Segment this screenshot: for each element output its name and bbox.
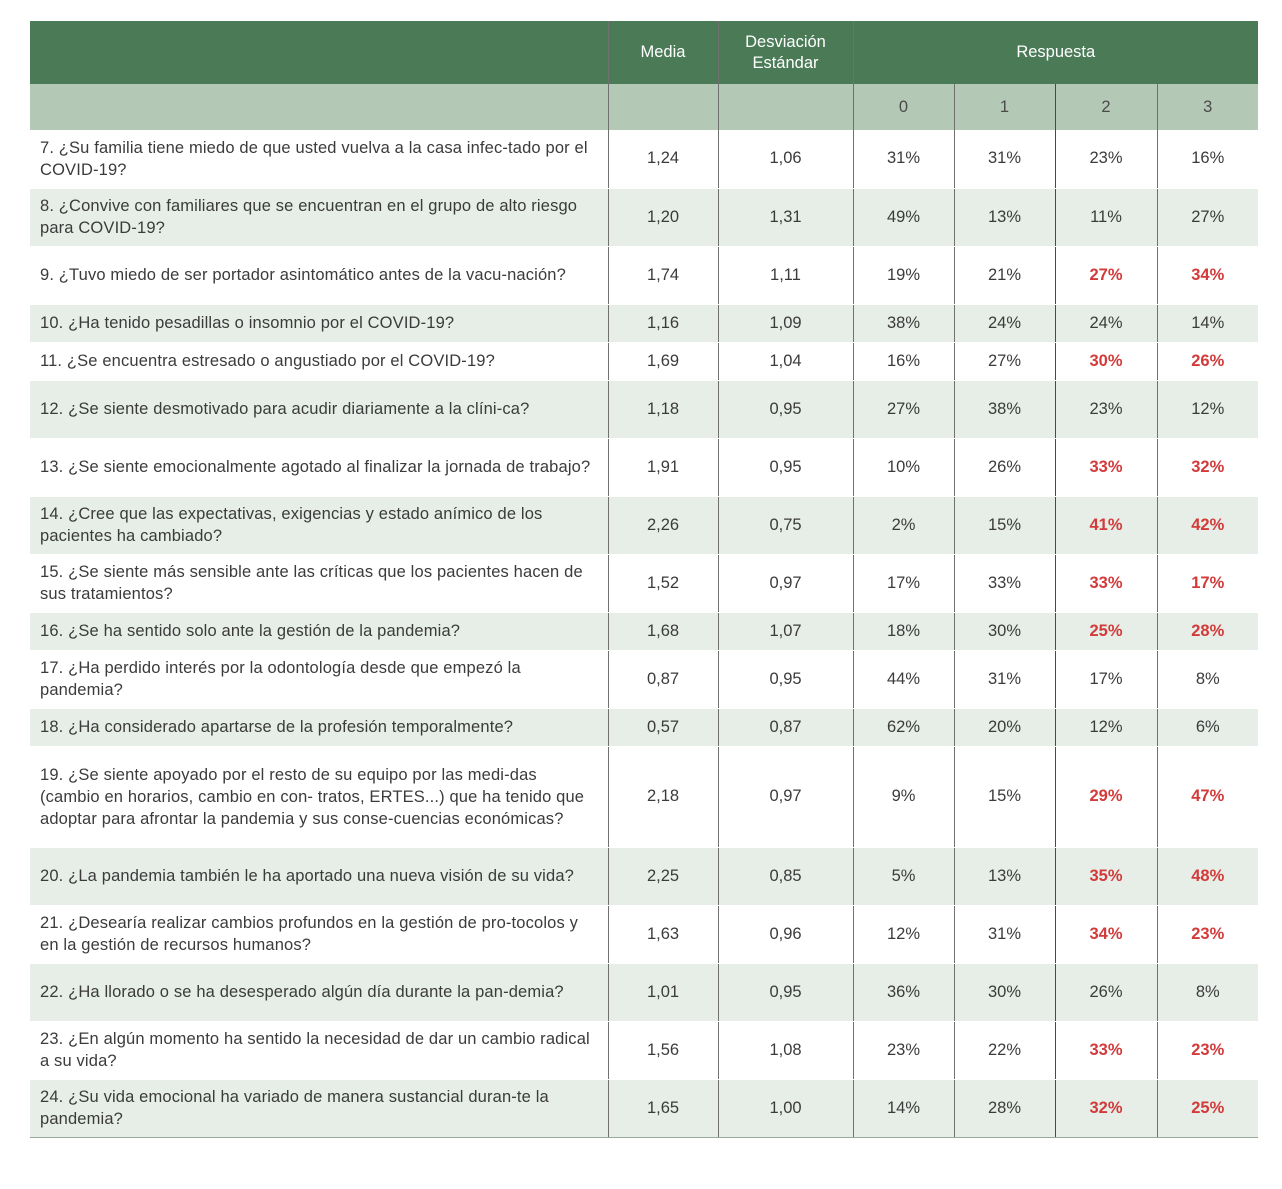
subheader-response-3: 3 <box>1157 84 1258 130</box>
media-cell: 1,52 <box>608 554 718 612</box>
question-cell: 19. ¿Se siente apoyado por el resto de su equipo por las medi-das (cambio en horarios, cambio en con- tratos, ERTES...) que ha tenido que adoptar para afrontar la pandemia y sus conse-cuencias económicas? <box>30 746 608 847</box>
resp-0-cell: 10% <box>853 438 954 496</box>
resp-2-cell: 34% <box>1055 905 1157 963</box>
media-cell: 0,57 <box>608 708 718 746</box>
desv-cell: 1,09 <box>718 304 853 342</box>
resp-3-cell: 8% <box>1157 650 1258 708</box>
media-cell: 0,87 <box>608 650 718 708</box>
table-row <box>30 304 1258 342</box>
media-cell: 1,56 <box>608 1021 718 1079</box>
table-row <box>30 342 1258 380</box>
resp-2-cell: 35% <box>1055 847 1157 905</box>
question-cell: 14. ¿Cree que las expectativas, exigencias y estado anímico de los pacientes ha cambiado? <box>30 496 608 554</box>
resp-3-cell: 6% <box>1157 708 1258 746</box>
subheader-empty-media <box>608 84 718 130</box>
resp-2-cell: 23% <box>1055 380 1157 438</box>
resp-2-cell: 33% <box>1055 554 1157 612</box>
header-question <box>30 21 608 84</box>
resp-2-cell: 25% <box>1055 612 1157 650</box>
question-cell: 12. ¿Se siente desmotivado para acudir diariamente a la clíni-ca? <box>30 380 608 438</box>
resp-1-cell: 22% <box>954 1021 1055 1079</box>
resp-1-cell: 31% <box>954 905 1055 963</box>
question-cell: 16. ¿Se ha sentido solo ante la gestión de la pandemia? <box>30 612 608 650</box>
resp-2-cell: 30% <box>1055 342 1157 380</box>
desv-cell: 1,11 <box>718 246 853 304</box>
resp-0-cell: 2% <box>853 496 954 554</box>
results-table-container <box>30 21 1258 1138</box>
subheader-row <box>30 84 1258 130</box>
resp-3-cell: 23% <box>1157 905 1258 963</box>
media-cell: 1,65 <box>608 1079 718 1137</box>
desv-cell: 0,75 <box>718 496 853 554</box>
desv-cell: 0,96 <box>718 905 853 963</box>
resp-0-cell: 44% <box>853 650 954 708</box>
resp-0-cell: 9% <box>853 746 954 847</box>
desv-cell: 0,87 <box>718 708 853 746</box>
media-cell: 2,18 <box>608 746 718 847</box>
resp-0-cell: 12% <box>853 905 954 963</box>
header-desviacion <box>718 21 853 84</box>
header-row <box>30 21 1258 84</box>
table-row <box>30 1079 1258 1137</box>
media-cell: 1,68 <box>608 612 718 650</box>
subheader-response-2: 2 <box>1055 84 1157 130</box>
question-cell: 10. ¿Ha tenido pesadillas o insomnio por el COVID-19? <box>30 304 608 342</box>
question-cell: 23. ¿En algún momento ha sentido la necesidad de dar un cambio radical a su vida? <box>30 1021 608 1079</box>
desv-cell: 1,06 <box>718 130 853 188</box>
resp-1-cell: 15% <box>954 496 1055 554</box>
resp-1-cell: 21% <box>954 246 1055 304</box>
resp-0-cell: 62% <box>853 708 954 746</box>
resp-1-cell: 24% <box>954 304 1055 342</box>
desv-cell: 0,85 <box>718 847 853 905</box>
table-row <box>30 380 1258 438</box>
resp-3-cell: 32% <box>1157 438 1258 496</box>
resp-1-cell: 30% <box>954 963 1055 1021</box>
question-cell: 8. ¿Convive con familiares que se encuentran en el grupo de alto riesgo para COVID-19? <box>30 188 608 246</box>
resp-0-cell: 49% <box>853 188 954 246</box>
resp-3-cell: 48% <box>1157 847 1258 905</box>
desv-cell: 1,04 <box>718 342 853 380</box>
table-row <box>30 438 1258 496</box>
resp-2-cell: 26% <box>1055 963 1157 1021</box>
resp-0-cell: 38% <box>853 304 954 342</box>
resp-3-cell: 34% <box>1157 246 1258 304</box>
desv-cell: 1,08 <box>718 1021 853 1079</box>
desv-cell: 0,95 <box>718 380 853 438</box>
header-desviacion-line1: Desviación <box>745 32 826 51</box>
resp-2-cell: 12% <box>1055 708 1157 746</box>
resp-1-cell: 38% <box>954 380 1055 438</box>
table-row <box>30 246 1258 304</box>
table-row <box>30 188 1258 246</box>
resp-2-cell: 23% <box>1055 130 1157 188</box>
subheader-response-0: 0 <box>853 84 954 130</box>
table-row <box>30 847 1258 905</box>
resp-1-cell: 31% <box>954 650 1055 708</box>
media-cell: 1,63 <box>608 905 718 963</box>
resp-2-cell: 24% <box>1055 304 1157 342</box>
question-cell: 22. ¿Ha llorado o se ha desesperado algún día durante la pan-demia? <box>30 963 608 1021</box>
table-row <box>30 554 1258 612</box>
resp-2-cell: 41% <box>1055 496 1157 554</box>
header-respuesta: Respuesta <box>853 21 1258 84</box>
question-cell: 18. ¿Ha considerado apartarse de la profesión temporalmente? <box>30 708 608 746</box>
resp-3-cell: 17% <box>1157 554 1258 612</box>
media-cell: 1,18 <box>608 380 718 438</box>
desv-cell: 1,07 <box>718 612 853 650</box>
media-cell: 1,69 <box>608 342 718 380</box>
resp-1-cell: 20% <box>954 708 1055 746</box>
table-body <box>30 130 1258 1137</box>
resp-1-cell: 15% <box>954 746 1055 847</box>
header-media: Media <box>608 21 718 84</box>
table-row <box>30 496 1258 554</box>
table-row <box>30 905 1258 963</box>
resp-3-cell: 42% <box>1157 496 1258 554</box>
question-cell: 17. ¿Ha perdido interés por la odontología desde que empezó la pandemia? <box>30 650 608 708</box>
desv-cell: 0,97 <box>718 746 853 847</box>
results-table <box>30 21 1258 1138</box>
resp-2-cell: 33% <box>1055 438 1157 496</box>
resp-3-cell: 27% <box>1157 188 1258 246</box>
resp-1-cell: 33% <box>954 554 1055 612</box>
table-row <box>30 746 1258 847</box>
desv-cell: 1,31 <box>718 188 853 246</box>
media-cell: 2,26 <box>608 496 718 554</box>
question-cell: 24. ¿Su vida emocional ha variado de manera sustancial duran-te la pandemia? <box>30 1079 608 1137</box>
resp-3-cell: 16% <box>1157 130 1258 188</box>
resp-0-cell: 17% <box>853 554 954 612</box>
desv-cell: 0,95 <box>718 650 853 708</box>
table-row <box>30 708 1258 746</box>
table-row <box>30 650 1258 708</box>
question-cell: 9. ¿Tuvo miedo de ser portador asintomático antes de la vacu-nación? <box>30 246 608 304</box>
question-cell: 15. ¿Se siente más sensible ante las críticas que los pacientes hacen de sus tratamientos? <box>30 554 608 612</box>
subheader-empty-question <box>30 84 608 130</box>
resp-2-cell: 32% <box>1055 1079 1157 1137</box>
table-row <box>30 963 1258 1021</box>
table-row <box>30 130 1258 188</box>
resp-1-cell: 31% <box>954 130 1055 188</box>
resp-0-cell: 14% <box>853 1079 954 1137</box>
resp-3-cell: 25% <box>1157 1079 1258 1137</box>
resp-3-cell: 23% <box>1157 1021 1258 1079</box>
question-cell: 21. ¿Desearía realizar cambios profundos en la gestión de pro-tocolos y en la gestión de recursos humanos? <box>30 905 608 963</box>
resp-3-cell: 26% <box>1157 342 1258 380</box>
media-cell: 1,91 <box>608 438 718 496</box>
resp-1-cell: 13% <box>954 847 1055 905</box>
question-cell: 20. ¿La pandemia también le ha aportado una nueva visión de su vida? <box>30 847 608 905</box>
resp-1-cell: 13% <box>954 188 1055 246</box>
resp-2-cell: 11% <box>1055 188 1157 246</box>
question-cell: 7. ¿Su familia tiene miedo de que usted vuelva a la casa infec-tado por el COVID-19? <box>30 130 608 188</box>
resp-3-cell: 12% <box>1157 380 1258 438</box>
resp-3-cell: 8% <box>1157 963 1258 1021</box>
desv-cell: 0,95 <box>718 963 853 1021</box>
media-cell: 1,20 <box>608 188 718 246</box>
resp-0-cell: 36% <box>853 963 954 1021</box>
resp-1-cell: 27% <box>954 342 1055 380</box>
table-row <box>30 1021 1258 1079</box>
resp-0-cell: 27% <box>853 380 954 438</box>
resp-1-cell: 30% <box>954 612 1055 650</box>
resp-0-cell: 19% <box>853 246 954 304</box>
resp-0-cell: 31% <box>853 130 954 188</box>
subheader-empty-desv <box>718 84 853 130</box>
resp-3-cell: 14% <box>1157 304 1258 342</box>
resp-0-cell: 5% <box>853 847 954 905</box>
question-cell: 11. ¿Se encuentra estresado o angustiado por el COVID-19? <box>30 342 608 380</box>
desv-cell: 0,97 <box>718 554 853 612</box>
resp-0-cell: 18% <box>853 612 954 650</box>
resp-3-cell: 28% <box>1157 612 1258 650</box>
desv-cell: 0,95 <box>718 438 853 496</box>
table-row <box>30 612 1258 650</box>
resp-2-cell: 17% <box>1055 650 1157 708</box>
media-cell: 1,16 <box>608 304 718 342</box>
resp-3-cell: 47% <box>1157 746 1258 847</box>
media-cell: 2,25 <box>608 847 718 905</box>
media-cell: 1,24 <box>608 130 718 188</box>
media-cell: 1,74 <box>608 246 718 304</box>
header-desviacion-line2: Estándar <box>752 53 819 72</box>
resp-0-cell: 16% <box>853 342 954 380</box>
media-cell: 1,01 <box>608 963 718 1021</box>
resp-1-cell: 28% <box>954 1079 1055 1137</box>
resp-2-cell: 33% <box>1055 1021 1157 1079</box>
desv-cell: 1,00 <box>718 1079 853 1137</box>
question-cell: 13. ¿Se siente emocionalmente agotado al finalizar la jornada de trabajo? <box>30 438 608 496</box>
resp-2-cell: 29% <box>1055 746 1157 847</box>
resp-1-cell: 26% <box>954 438 1055 496</box>
subheader-response-1: 1 <box>954 84 1055 130</box>
resp-2-cell: 27% <box>1055 246 1157 304</box>
resp-0-cell: 23% <box>853 1021 954 1079</box>
